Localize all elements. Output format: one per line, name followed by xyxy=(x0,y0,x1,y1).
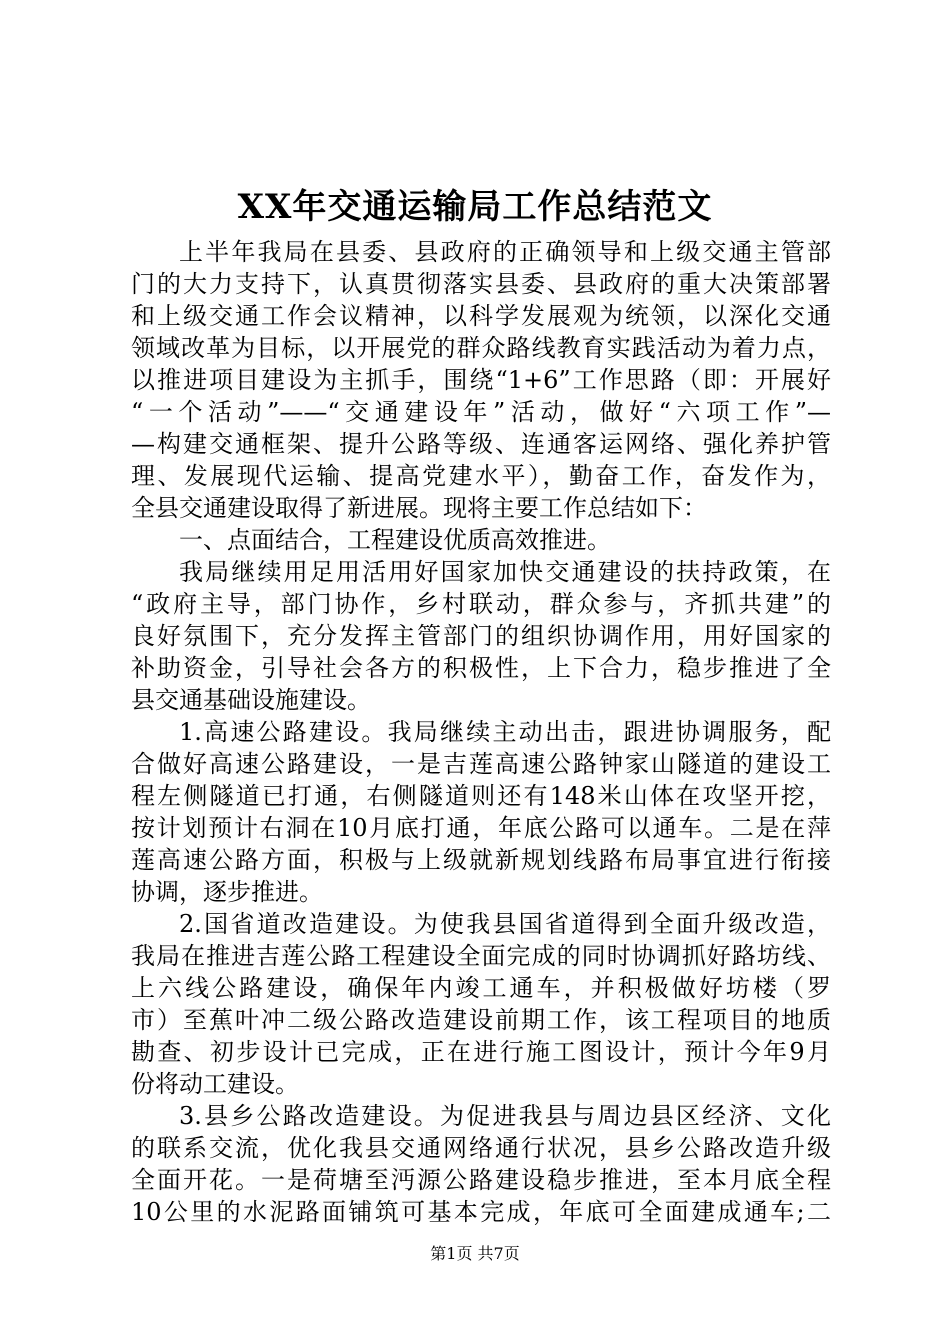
text-line: 以推进项目建设为主抓手，围绕“1+6”工作思路（即：开展好 xyxy=(131,366,831,394)
text-line: 10公里的水泥路面铺筑可基本完成，年底可全面建成通车;二 xyxy=(131,1198,831,1226)
text-line: 的联系交流，优化我县交通网络通行状况，县乡公路改造升级 xyxy=(131,1134,831,1162)
text-line: 莲高速公路方面，积极与上级就新规划线路布局事宜进行衔接 xyxy=(131,846,831,874)
text-line: 勘查、初步设计已完成，正在进行施工图设计，预计今年9月 xyxy=(131,1038,831,1066)
text-line: 理、发展现代运输、提高党建水平），勤奋工作，奋发作为， xyxy=(131,462,831,490)
text-line: 县交通基础设施建设。 xyxy=(131,686,371,714)
text-line: 和上级交通工作会议精神，以科学发展观为统领，以深化交通 xyxy=(131,302,831,330)
text-line: 份将动工建设。 xyxy=(131,1070,299,1098)
text-line: 协调，逐步推进。 xyxy=(131,878,323,906)
text-line: 全县交通建设取得了新进展。现将主要工作总结如下： xyxy=(131,494,707,522)
text-line: 领域改革为目标，以开展党的群众路线教育实践活动为着力点， xyxy=(131,334,831,362)
text-line: 3.县乡公路改造建设。为促进我县与周边县区经济、文化 xyxy=(179,1102,831,1130)
text-line: 我局继续用足用活用好国家加快交通建设的扶持政策，在 xyxy=(179,558,831,586)
text-line: 按计划预计右洞在10月底打通，年底公路可以通车。二是在萍 xyxy=(131,814,831,842)
section-heading: 一、点面结合，工程建设优质高效推进。 xyxy=(179,526,611,554)
text-line: 上六线公路建设，确保年内竣工通车，并积极做好坊楼（罗 xyxy=(131,974,831,1002)
text-line: 我局在推进吉莲公路工程建设全面完成的同时协调抓好路坊线、 xyxy=(131,942,831,970)
text-line: 程左侧隧道已打通，右侧隧道则还有148米山体在攻坚开挖， xyxy=(131,782,831,810)
text-line: 补助资金，引导社会各方的积极性，上下合力，稳步推进了全 xyxy=(131,654,831,682)
text-line: “一个活动”——“交通建设年”活动，做好“六项工作”— xyxy=(131,398,831,426)
text-line: 合做好高速公路建设，一是吉莲高速公路钟家山隧道的建设工 xyxy=(131,750,831,778)
text-line: —构建交通框架、提升公路等级、连通客运网络、强化养护管 xyxy=(131,430,831,458)
text-line: 良好氛围下，充分发挥主管部门的组织协调作用，用好国家的 xyxy=(131,622,831,650)
page-footer: 第1页 共7页 xyxy=(430,1244,520,1263)
text-line: 1.高速公路建设。我局继续主动出击，跟进协调服务，配 xyxy=(179,718,831,746)
text-line: 全面开花。一是荷塘至沔源公路建设稳步推进，至本月底全程 xyxy=(131,1166,831,1194)
document-body xyxy=(131,236,831,1228)
text-line: 市）至蕉叶冲二级公路改造建设前期工作，该工程项目的地质 xyxy=(131,1006,831,1034)
text-line: 上半年我局在县委、县政府的正确领导和上级交通主管部 xyxy=(179,238,831,266)
text-line: 门的大力支持下，认真贯彻落实县委、县政府的重大决策部署 xyxy=(131,270,831,298)
text-line: “政府主导，部门协作，乡村联动，群众参与，齐抓共建”的 xyxy=(131,590,831,618)
text-line: 2.国省道改造建设。为使我县国省道得到全面升级改造， xyxy=(179,910,831,938)
document-title: XX年交通运输局工作总结范文 xyxy=(237,187,713,227)
